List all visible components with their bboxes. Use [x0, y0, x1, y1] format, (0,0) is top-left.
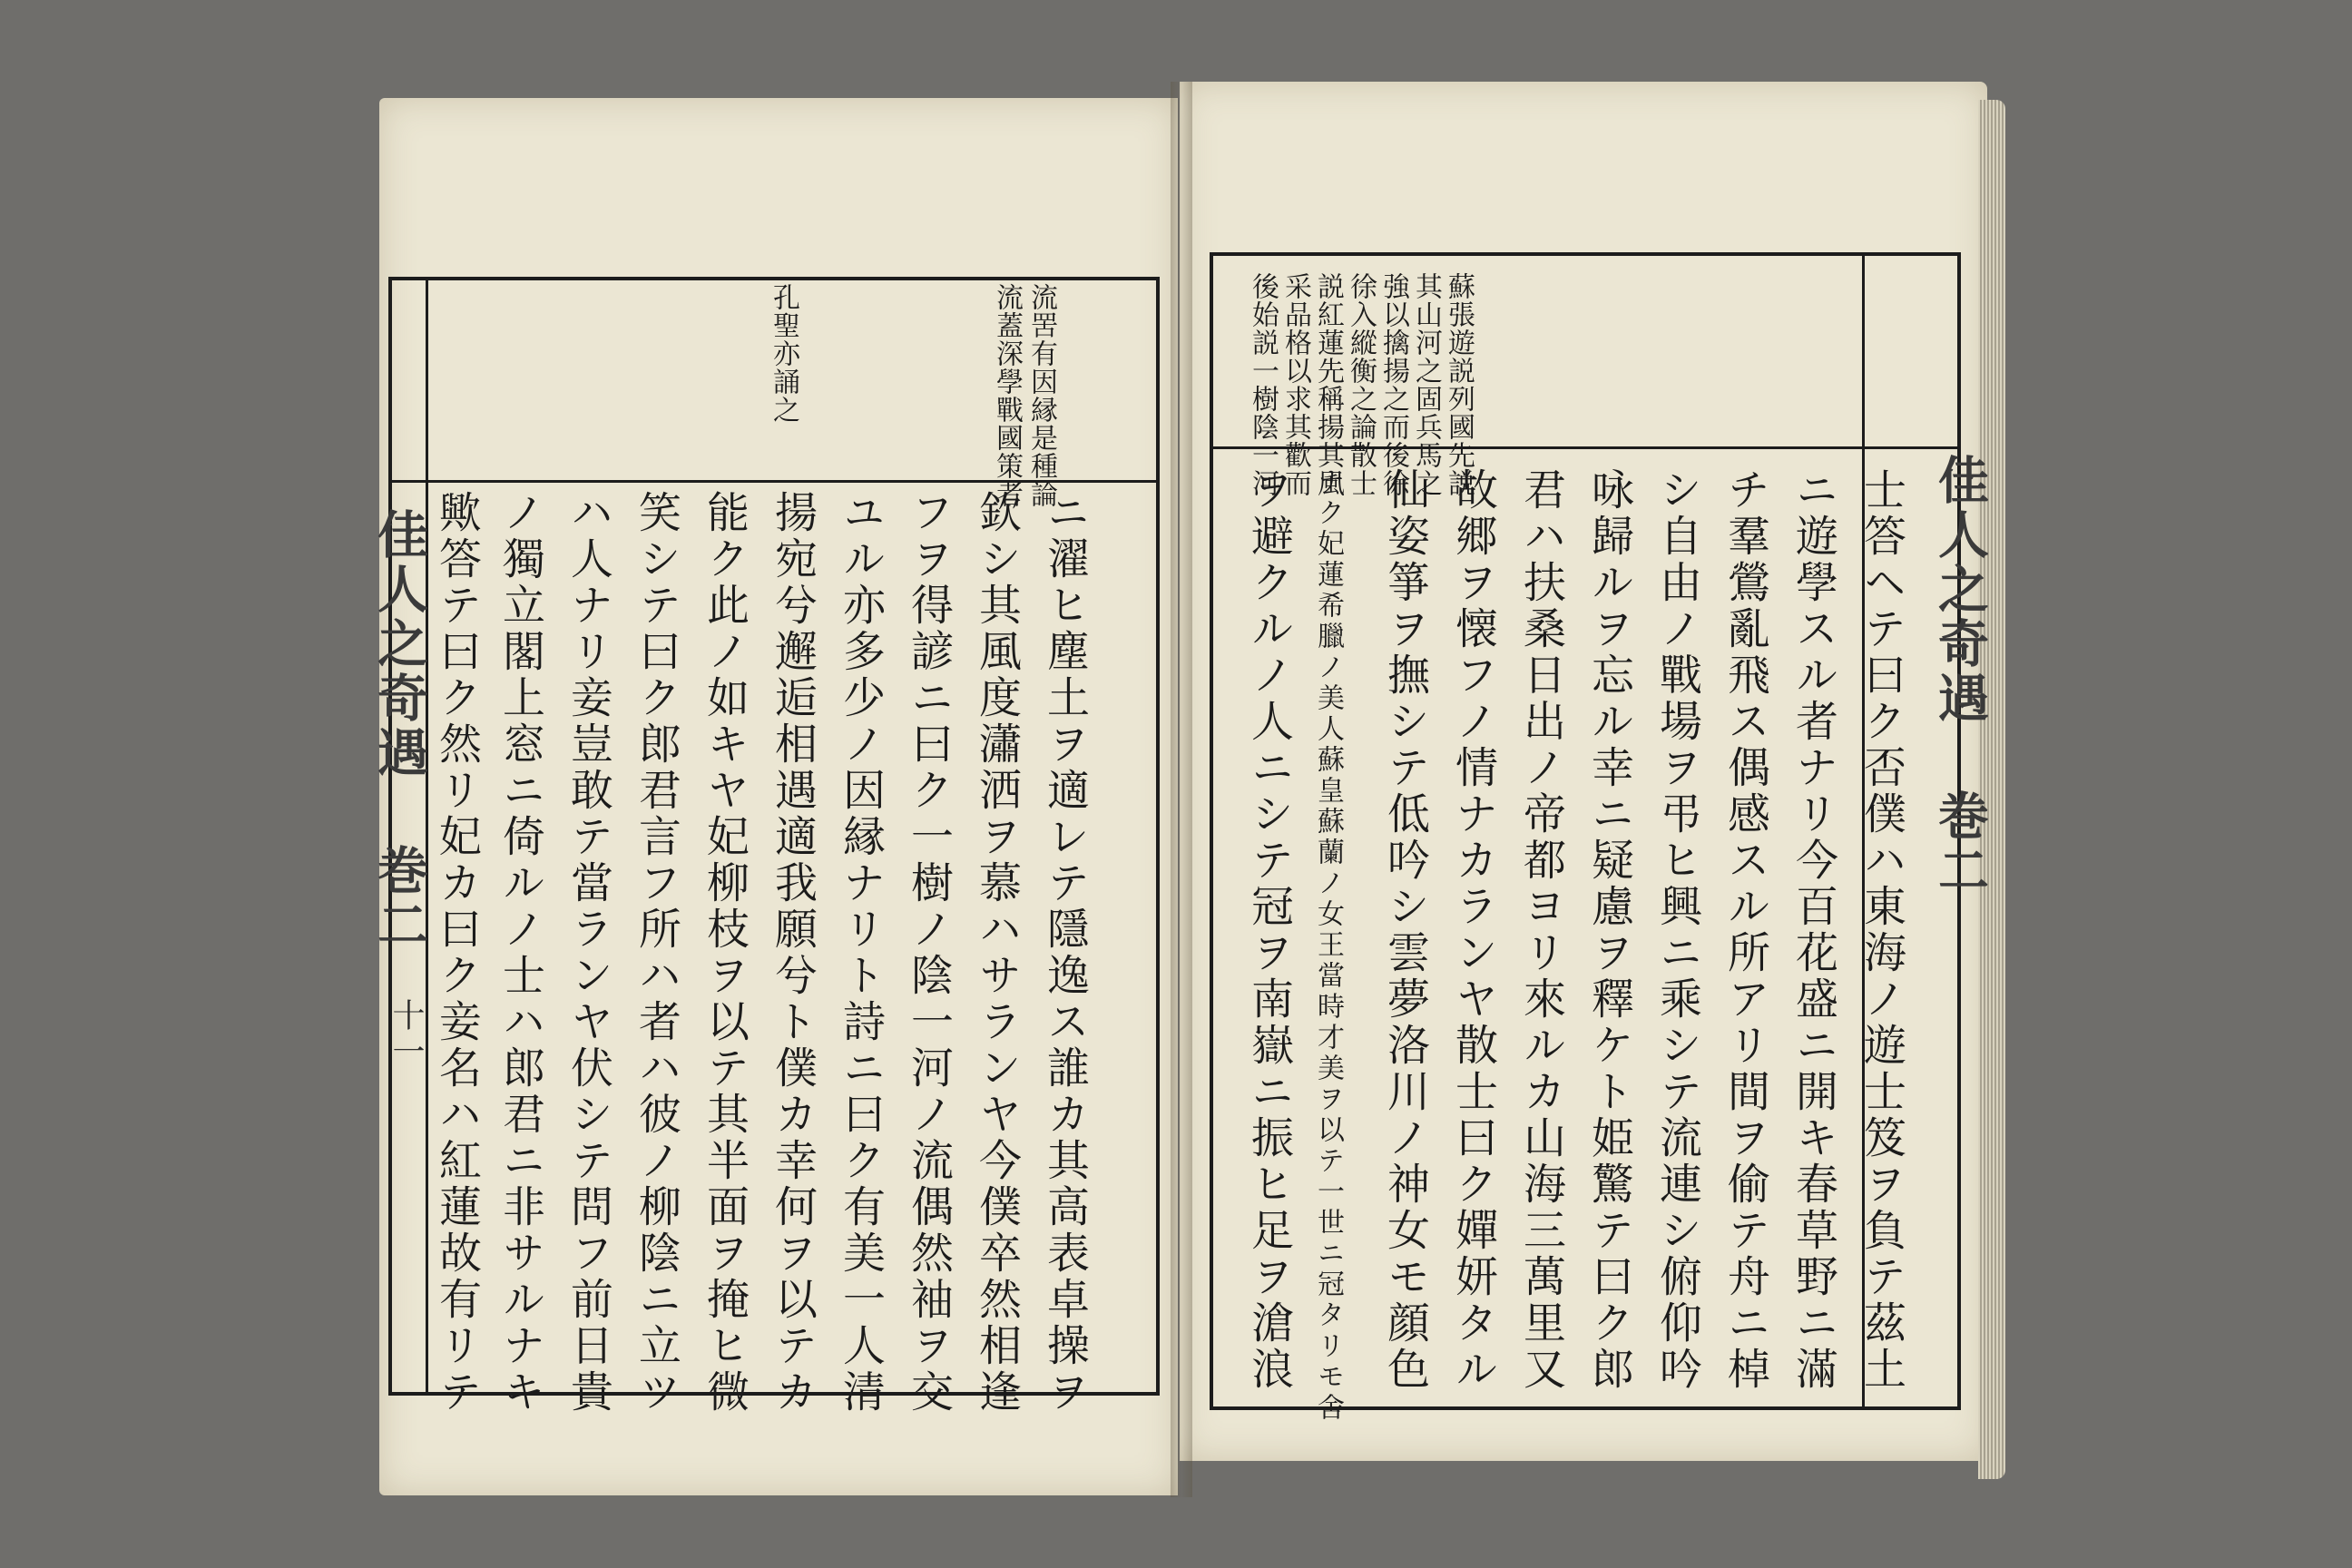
- right-head-note: 采品格以求其歡而: [1279, 272, 1311, 497]
- left-head-note: 流罟有因縁是種論: [1025, 283, 1057, 508]
- book-gutter: [1171, 82, 1192, 1497]
- left-body-line: ノ獨立閣上窓ニ倚ルノ士ハ郎君ニ非サルナキ: [495, 490, 545, 1416]
- right-head-note: 蘇張遊説列國先説: [1443, 272, 1475, 497]
- right-body-line: 咏歸ルヲ忘ル幸ニ疑慮ヲ釋ケト姫驚テ曰ク郎: [1584, 467, 1634, 1393]
- right-body-line: 仙姿箏ヲ撫シテ低吟シ雲夢洛川ノ神女モ顔色: [1380, 467, 1430, 1393]
- right-margin-title: 佳人之奇遇 巻二: [1930, 454, 1990, 898]
- right-body-line: シ自由ノ戰場ヲ弔ヒ興ニ乘シテ流連シ俯仰吟: [1652, 467, 1702, 1393]
- left-body-line: 揚宛兮邂逅相遇適我願兮ト僕カ幸何ヲ以テカ: [768, 490, 818, 1416]
- right-head-note: 強以擒揚之而後徐: [1377, 272, 1409, 497]
- right-head-note: 徐入縱衡之論散士: [1345, 272, 1377, 497]
- left-margin-title: 佳人之奇遇 巻二: [369, 508, 429, 953]
- left-body-line: ユル亦多少ノ因縁ナリト詩ニ曰ク有美一人清: [836, 490, 886, 1416]
- left-body-line: 能ク此ノ如キヤ妃柳枝ヲ以テ其半面ヲ掩ヒ微: [700, 490, 750, 1416]
- left-body-line: フヲ得諺ニ曰ク一樹ノ陰一河ノ流偶然袖ヲ交: [904, 490, 954, 1416]
- right-head-note: 其山河之固兵馬之: [1410, 272, 1442, 497]
- left-body-line: 欽シ其風度瀟洒ヲ慕ハサランヤ今僕卒然相逢: [972, 490, 1022, 1416]
- right-body-line: 故郷ヲ懐フノ情ナカランヤ散士曰ク嬋妍タル: [1448, 467, 1498, 1393]
- right-body-line: ナク妃蓮希臘ノ美人蘇皇蘇蘭ノ女王當時才美ヲ以テ一世ニ冠タリモ舍: [1312, 467, 1344, 1424]
- right-head-note: 後始説一樹陰一河: [1247, 272, 1279, 497]
- left-body-line: 歟答テ曰ク然リ妃カ曰ク妾名ハ紅蓮故有リテ: [432, 490, 482, 1416]
- left-body-line: ニ濯ヒ塵土ヲ適レテ隱逸ス誰カ其高表卓操ヲ: [1040, 490, 1090, 1416]
- left-head-note: 流蓋深學戰國策者: [991, 283, 1023, 508]
- right-body-line: ヲ避クルノ人ニシテ冠ヲ南嶽ニ振ヒ足ヲ滄浪: [1244, 467, 1294, 1393]
- right-body-line: チ羣鶯亂飛ス偶感スル所アリ間ヲ偷テ舟ニ棹: [1720, 467, 1770, 1393]
- left-head-note: 孔聖亦誦之: [768, 283, 799, 424]
- right-head-note: 説紅蓮先稱揚其風: [1312, 272, 1344, 497]
- left-body-line: 笑シテ曰ク郎君言フ所ハ者ハ彼ノ柳陰ニ立ツ: [632, 490, 681, 1416]
- left-body-line: ハ人ナリ妾豈敢テ當ランヤ伏シテ問フ前日貴: [564, 490, 613, 1416]
- folio-number: 十一: [387, 998, 425, 1071]
- right-body-line: 士答ヘテ曰ク否僕ハ東海ノ遊士笈ヲ負テ茲土: [1857, 467, 1906, 1393]
- right-body-line: 君ハ扶桑日出ノ帝都ヨリ來ルカ山海三萬里又: [1516, 467, 1566, 1393]
- right-body-line: ニ遊學スル者ナリ今百花盛ニ開キ春草野ニ滿: [1788, 467, 1838, 1393]
